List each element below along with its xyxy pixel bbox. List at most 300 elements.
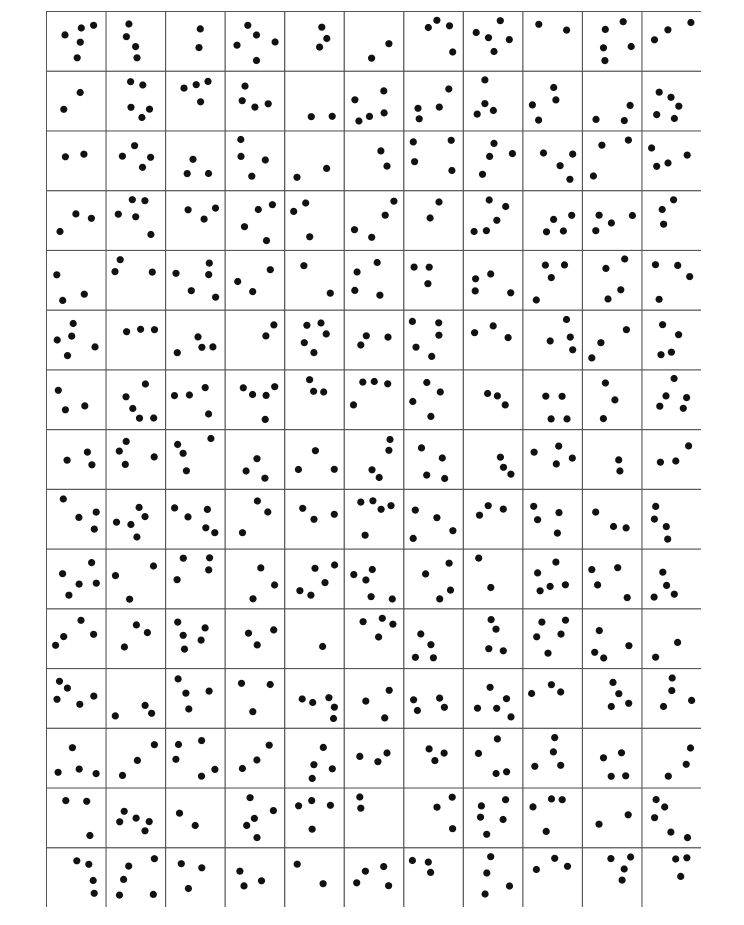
cell-border bbox=[47, 609, 107, 669]
dot bbox=[608, 219, 615, 226]
dot-cell bbox=[47, 430, 107, 490]
dot bbox=[621, 255, 628, 262]
dot bbox=[591, 649, 598, 656]
dot bbox=[312, 447, 319, 454]
dot bbox=[121, 808, 128, 815]
dot bbox=[264, 508, 271, 515]
cell-border bbox=[285, 370, 345, 430]
dot-cell bbox=[106, 71, 166, 131]
dot bbox=[254, 641, 261, 648]
dot bbox=[354, 268, 361, 275]
dot bbox=[126, 596, 133, 603]
dot bbox=[592, 509, 599, 516]
dot bbox=[423, 379, 430, 386]
dot bbox=[56, 228, 63, 235]
dot bbox=[310, 761, 317, 768]
dot-cell bbox=[582, 310, 642, 370]
dot-cell bbox=[225, 71, 285, 131]
dot-cell bbox=[523, 489, 583, 549]
dot bbox=[433, 514, 440, 521]
dot bbox=[296, 587, 303, 594]
dot-cell bbox=[523, 370, 583, 430]
cell-border bbox=[166, 669, 226, 729]
cell-border bbox=[523, 609, 583, 669]
cell-border bbox=[642, 71, 701, 131]
dot bbox=[410, 696, 417, 703]
dot bbox=[122, 461, 129, 468]
dot-cell bbox=[225, 370, 285, 430]
dot bbox=[150, 891, 157, 898]
dot bbox=[234, 278, 241, 285]
cell-border bbox=[166, 788, 226, 848]
cell-border bbox=[166, 250, 226, 310]
dot bbox=[371, 378, 378, 385]
cell-border bbox=[166, 191, 226, 251]
dot bbox=[625, 137, 632, 144]
dot bbox=[557, 631, 564, 638]
dot bbox=[607, 855, 614, 862]
dot-cell bbox=[285, 549, 345, 609]
dot bbox=[54, 336, 61, 343]
cell-border bbox=[225, 131, 285, 191]
dot bbox=[88, 215, 95, 222]
dot bbox=[663, 523, 670, 530]
dot-cell bbox=[166, 250, 226, 310]
dot-cell bbox=[106, 489, 166, 549]
dot bbox=[205, 271, 212, 278]
dot-cell bbox=[285, 71, 345, 131]
cell-border bbox=[166, 848, 226, 907]
dot bbox=[529, 101, 536, 108]
cell-border bbox=[106, 310, 166, 370]
dot bbox=[238, 680, 245, 687]
dot bbox=[133, 533, 140, 540]
dot-cell bbox=[642, 12, 701, 72]
dot bbox=[497, 17, 504, 24]
dot bbox=[74, 54, 81, 61]
dot bbox=[588, 566, 595, 573]
dot bbox=[445, 85, 452, 92]
dot bbox=[528, 690, 535, 697]
dot-cell bbox=[344, 788, 404, 848]
cell-border bbox=[642, 549, 701, 609]
dot bbox=[211, 529, 218, 536]
dot-cell bbox=[106, 191, 166, 251]
dot-cell bbox=[582, 191, 642, 251]
dot bbox=[123, 438, 130, 445]
dot bbox=[427, 869, 434, 876]
dot bbox=[184, 170, 191, 177]
cell-border bbox=[642, 788, 701, 848]
dot-cell bbox=[47, 250, 107, 310]
dot bbox=[675, 331, 682, 338]
dot bbox=[294, 861, 301, 868]
dot bbox=[174, 349, 181, 356]
dot bbox=[592, 116, 599, 123]
dot-cell bbox=[285, 609, 345, 669]
dot bbox=[437, 388, 444, 395]
dot bbox=[184, 513, 191, 520]
dot-cell bbox=[166, 669, 226, 729]
dot bbox=[139, 81, 146, 88]
dot bbox=[330, 715, 337, 722]
dot bbox=[662, 392, 669, 399]
dot bbox=[139, 164, 146, 171]
dot bbox=[425, 24, 432, 31]
dot bbox=[195, 44, 202, 51]
cell-border bbox=[344, 12, 404, 72]
dot bbox=[615, 690, 622, 697]
dot bbox=[206, 260, 213, 267]
cell-border bbox=[344, 310, 404, 370]
dot bbox=[533, 633, 540, 640]
dot bbox=[355, 117, 362, 124]
dot-cell bbox=[47, 310, 107, 370]
dot bbox=[569, 346, 576, 353]
dot bbox=[534, 516, 541, 523]
dot bbox=[490, 140, 497, 147]
dot bbox=[113, 519, 120, 526]
dot bbox=[83, 798, 90, 805]
dot bbox=[506, 36, 513, 43]
dot bbox=[487, 853, 494, 860]
dot bbox=[119, 153, 126, 160]
dot bbox=[683, 394, 690, 401]
dot bbox=[362, 576, 369, 583]
dot bbox=[568, 212, 575, 219]
dot bbox=[410, 138, 417, 145]
dot bbox=[369, 566, 376, 573]
dot bbox=[531, 449, 538, 456]
cell-border bbox=[225, 489, 285, 549]
dot bbox=[241, 223, 248, 230]
dot bbox=[116, 818, 123, 825]
dot bbox=[306, 233, 313, 240]
dot bbox=[257, 564, 264, 571]
dot-cell bbox=[344, 131, 404, 191]
cell-border bbox=[106, 12, 166, 72]
dot bbox=[56, 678, 63, 685]
dot-cell bbox=[463, 848, 523, 907]
dot bbox=[136, 415, 143, 422]
dot bbox=[351, 96, 358, 103]
dot bbox=[76, 581, 83, 588]
dot bbox=[123, 328, 130, 335]
dot-cell bbox=[582, 12, 642, 72]
dot bbox=[129, 196, 136, 203]
dot bbox=[483, 869, 490, 876]
dot bbox=[237, 153, 244, 160]
dot-cell bbox=[166, 788, 226, 848]
dot bbox=[192, 822, 199, 829]
dot bbox=[350, 571, 357, 578]
dot bbox=[174, 441, 181, 448]
dot bbox=[608, 703, 615, 710]
cell-border bbox=[642, 430, 701, 490]
dot bbox=[659, 321, 666, 328]
dot bbox=[684, 834, 691, 841]
dot-cell bbox=[404, 728, 464, 788]
dot bbox=[356, 793, 363, 800]
dot-cell bbox=[225, 549, 285, 609]
dot bbox=[176, 810, 183, 817]
dot bbox=[598, 142, 605, 149]
dot-cell bbox=[463, 250, 523, 310]
dot bbox=[249, 288, 256, 295]
dot-cell bbox=[404, 131, 464, 191]
dot bbox=[141, 827, 148, 834]
cell-border bbox=[582, 12, 642, 72]
dot-cell bbox=[523, 71, 583, 131]
dot bbox=[686, 273, 693, 280]
dot bbox=[425, 859, 432, 866]
dot bbox=[554, 530, 561, 537]
cell-border bbox=[106, 370, 166, 430]
dot bbox=[249, 391, 256, 398]
dot bbox=[412, 654, 419, 661]
dot bbox=[180, 632, 187, 639]
cell-border bbox=[47, 12, 107, 72]
dot bbox=[53, 271, 60, 278]
dot bbox=[121, 643, 128, 650]
cell-border bbox=[225, 310, 285, 370]
dot bbox=[308, 797, 315, 804]
dot bbox=[350, 401, 357, 408]
dot bbox=[204, 506, 211, 513]
dot bbox=[418, 444, 425, 451]
dot bbox=[70, 320, 77, 327]
dot bbox=[509, 150, 516, 157]
dot bbox=[112, 572, 119, 579]
dot bbox=[507, 289, 514, 296]
dot bbox=[149, 269, 156, 276]
dot bbox=[85, 861, 92, 868]
cell-border bbox=[47, 848, 107, 907]
dot-cell bbox=[285, 848, 345, 907]
dot bbox=[205, 170, 212, 177]
dot bbox=[595, 821, 602, 828]
dot-cell bbox=[285, 310, 345, 370]
dot bbox=[241, 83, 248, 90]
dot bbox=[414, 707, 421, 714]
dot bbox=[180, 555, 187, 562]
cell-border bbox=[344, 609, 404, 669]
dot bbox=[548, 681, 555, 688]
dot bbox=[331, 704, 338, 711]
dot bbox=[174, 619, 181, 626]
dot bbox=[648, 144, 655, 151]
dot bbox=[600, 654, 607, 661]
dot bbox=[424, 280, 431, 287]
cell-border bbox=[463, 669, 523, 729]
cell-border bbox=[463, 728, 523, 788]
dot-cell bbox=[47, 370, 107, 430]
dot bbox=[481, 76, 488, 83]
dot bbox=[564, 863, 571, 870]
dot bbox=[552, 96, 559, 103]
dot bbox=[331, 466, 338, 473]
dot-cell bbox=[344, 250, 404, 310]
dot bbox=[181, 646, 188, 653]
dot bbox=[123, 33, 130, 40]
dot bbox=[148, 710, 155, 717]
dot bbox=[295, 466, 302, 473]
dot-cell bbox=[582, 609, 642, 669]
dot bbox=[205, 566, 212, 573]
cell-border bbox=[463, 71, 523, 131]
dot bbox=[390, 198, 397, 205]
dot bbox=[363, 332, 370, 339]
dot-cell bbox=[523, 430, 583, 490]
cell-border bbox=[344, 669, 404, 729]
cell-border bbox=[47, 549, 107, 609]
cell-border bbox=[285, 71, 345, 131]
dot bbox=[86, 832, 93, 839]
dot bbox=[615, 456, 622, 463]
dot bbox=[125, 863, 132, 870]
dot-cell bbox=[463, 788, 523, 848]
dot bbox=[411, 264, 418, 271]
cell-border bbox=[285, 609, 345, 669]
cell-border bbox=[285, 131, 345, 191]
dot-cell bbox=[166, 489, 226, 549]
cell-border bbox=[225, 848, 285, 907]
dot bbox=[377, 147, 384, 154]
dot bbox=[475, 555, 482, 562]
dot bbox=[410, 535, 417, 542]
dot bbox=[502, 796, 509, 803]
dot-cell bbox=[404, 191, 464, 251]
dot-cell bbox=[166, 848, 226, 907]
dot-cell bbox=[463, 191, 523, 251]
dot bbox=[559, 796, 566, 803]
dot-cell bbox=[642, 370, 701, 430]
dot-cell bbox=[225, 131, 285, 191]
dot bbox=[664, 159, 671, 166]
dot bbox=[431, 757, 438, 764]
dot bbox=[318, 24, 325, 31]
dot bbox=[446, 22, 453, 29]
dot bbox=[562, 617, 569, 624]
dot-cell bbox=[642, 191, 701, 251]
dot-cell bbox=[344, 549, 404, 609]
dot bbox=[557, 762, 564, 769]
dot-cell bbox=[582, 788, 642, 848]
dot bbox=[494, 735, 501, 742]
dot bbox=[486, 153, 493, 160]
dot bbox=[497, 454, 504, 461]
dot bbox=[151, 741, 158, 748]
dot-cell bbox=[106, 12, 166, 72]
dot-cell bbox=[166, 12, 226, 72]
dot bbox=[548, 795, 555, 802]
cell-border bbox=[642, 848, 701, 907]
cell-border bbox=[344, 131, 404, 191]
dot bbox=[422, 570, 429, 577]
dot bbox=[500, 506, 507, 513]
dot-cell bbox=[523, 728, 583, 788]
dot bbox=[474, 705, 481, 712]
dot bbox=[502, 203, 509, 210]
cell-border bbox=[582, 609, 642, 669]
dot bbox=[306, 376, 313, 383]
dot bbox=[91, 526, 98, 533]
dot bbox=[209, 343, 216, 350]
dot-cell bbox=[642, 489, 701, 549]
dot bbox=[308, 113, 315, 120]
dot bbox=[151, 326, 158, 333]
dot bbox=[64, 685, 71, 692]
dot-cell bbox=[523, 310, 583, 370]
dot-cell bbox=[285, 728, 345, 788]
dot bbox=[627, 853, 634, 860]
dot-cell bbox=[523, 250, 583, 310]
dot-cell bbox=[642, 430, 701, 490]
dot bbox=[185, 885, 192, 892]
dot bbox=[651, 594, 658, 601]
dot bbox=[244, 22, 251, 29]
dot bbox=[69, 744, 76, 751]
dot bbox=[65, 592, 72, 599]
dot bbox=[198, 773, 205, 780]
dot bbox=[557, 162, 564, 169]
dot bbox=[62, 153, 69, 160]
dot bbox=[490, 48, 497, 55]
dot bbox=[387, 502, 394, 509]
cell-border bbox=[285, 250, 345, 310]
dot-cell bbox=[47, 848, 107, 907]
dot bbox=[76, 766, 83, 773]
dot-cell bbox=[404, 12, 464, 72]
dot-cell bbox=[463, 430, 523, 490]
cell-border bbox=[225, 250, 285, 310]
dot-cell bbox=[285, 489, 345, 549]
dot bbox=[270, 807, 277, 814]
dot bbox=[309, 699, 316, 706]
dot bbox=[271, 581, 278, 588]
dot-cell bbox=[166, 370, 226, 430]
dot-cell bbox=[285, 191, 345, 251]
dot bbox=[115, 211, 122, 218]
dot-cell bbox=[463, 609, 523, 669]
dot bbox=[409, 318, 416, 325]
cell-border bbox=[166, 310, 226, 370]
cell-border bbox=[285, 12, 345, 72]
dot bbox=[146, 106, 153, 113]
dot-cell bbox=[225, 788, 285, 848]
dot bbox=[150, 562, 157, 569]
dot bbox=[193, 81, 200, 88]
dot bbox=[141, 513, 148, 520]
dot-cell bbox=[106, 310, 166, 370]
dot bbox=[321, 579, 328, 586]
dot bbox=[548, 415, 555, 422]
cell-border bbox=[47, 430, 107, 490]
dot-cell bbox=[106, 728, 166, 788]
dot bbox=[588, 354, 595, 361]
dot bbox=[81, 402, 88, 409]
dot bbox=[671, 375, 678, 382]
dot bbox=[249, 708, 256, 715]
dot bbox=[77, 617, 84, 624]
cell-border bbox=[285, 191, 345, 251]
cell-border bbox=[582, 71, 642, 131]
dot bbox=[590, 172, 597, 179]
dot-cell bbox=[344, 370, 404, 430]
dot bbox=[544, 650, 551, 657]
dot bbox=[625, 642, 632, 649]
dot bbox=[609, 679, 616, 686]
